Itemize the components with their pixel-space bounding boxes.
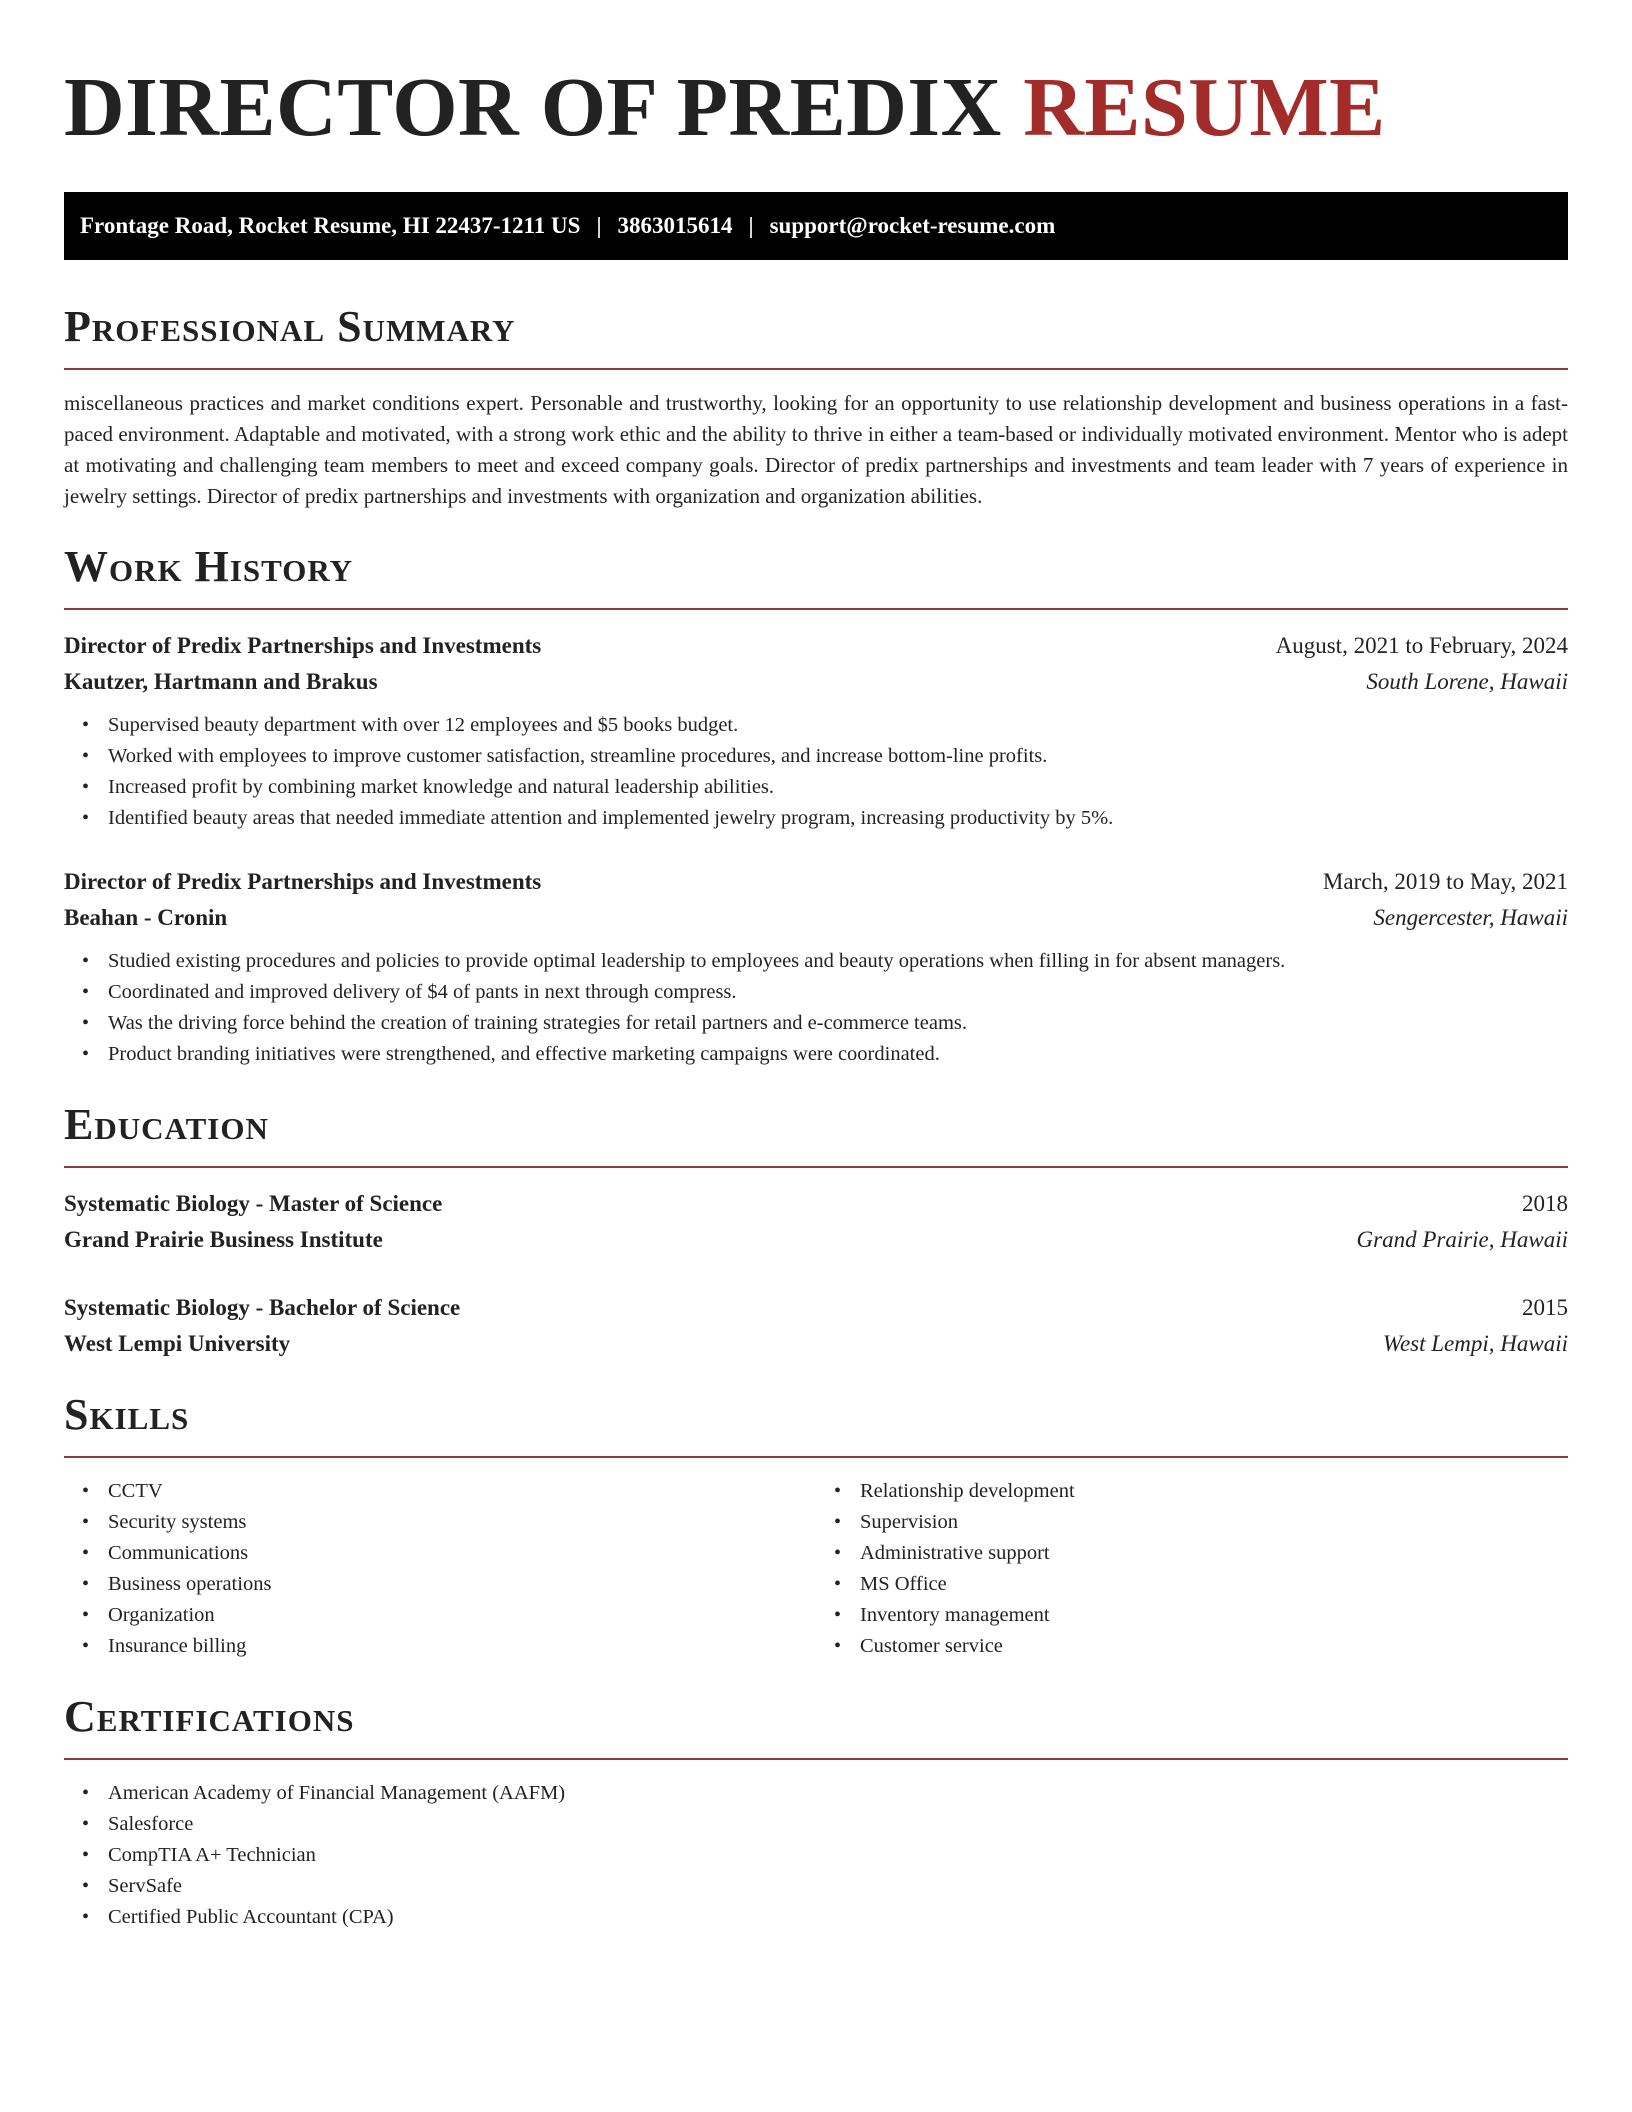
skill-item: • MS Office <box>860 1569 1568 1600</box>
section-divider <box>64 608 1568 610</box>
section-title-work-history: Work History <box>64 542 354 591</box>
contact-separator: | <box>748 213 754 238</box>
certification-item: • CompTIA A+ Technician <box>108 1840 1568 1871</box>
work-history-section <box>64 542 1568 1070</box>
skill-item: • CCTV <box>108 1476 816 1507</box>
certification-item: • Salesforce <box>108 1809 1568 1840</box>
education-school: Grand Prairie Business Institute <box>64 1227 383 1252</box>
skill-item: • Supervision <box>860 1507 1568 1538</box>
list-item: • Coordinated and improved delivery of $4 of pants in next through compress. <box>108 977 1568 1008</box>
certification-item: • Certified Public Accountant (CPA) <box>108 1902 1568 1933</box>
list-item: • Was the driving force behind the creation of training strategies for retail partners and e-commerce teams. <box>108 1008 1568 1039</box>
job-company: Kautzer, Hartmann and Brakus <box>64 669 378 694</box>
education-year: 2015 <box>1522 1295 1568 1320</box>
job-location: Sengercester, Hawaii <box>1373 905 1568 930</box>
skills-columns <box>64 1476 1568 1662</box>
education-degree-row <box>64 1186 1568 1222</box>
certifications-list <box>64 1778 1568 1933</box>
list-item: • Studied existing procedures and policies to provide optimal leadership to employees and beauty operations when filling in for absent managers. <box>108 946 1568 977</box>
education-school-row <box>64 1326 1568 1362</box>
education-entry <box>64 1290 1568 1362</box>
job-company-row <box>64 664 1568 700</box>
list-item: • Identified beauty areas that needed immediate attention and implemented jewelry program, increasing productivity by 5%. <box>108 803 1568 834</box>
job-entry <box>64 864 1568 1070</box>
job-company: Beahan - Cronin <box>64 905 228 930</box>
education-degree: Systematic Biology - Master of Science <box>64 1191 443 1216</box>
summary-text: miscellaneous practices and market conditions expert. Personable and trustworthy, looking for an opportunity to use relationship development and business operations in a fast-paced environment. Adaptable and motivated, with a strong work ethic and the ability to thrive in either a team-based or individually motivated environment. Mentor who is adept at motivating and challenging team members to meet and exceed company goals. Director of predix partnerships and investments and team leader with 7 years of experience in jewelry settings. Director of predix partnerships and investments with organization and organization abilities. <box>64 391 1568 508</box>
skills-section <box>64 1390 1568 1662</box>
contact-email: support@rocket-resume.com <box>769 213 1056 238</box>
contact-phone: 3863015614 <box>617 213 733 238</box>
job-header-row <box>64 628 1568 664</box>
job-company-row <box>64 900 1568 936</box>
list-item: • Increased profit by combining market knowledge and natural leadership abilities. <box>108 772 1568 803</box>
skill-item: • Security systems <box>108 1507 816 1538</box>
job-header-row <box>64 864 1568 900</box>
contact-bar <box>64 192 1568 260</box>
education-location: Grand Prairie, Hawaii <box>1356 1227 1568 1252</box>
section-title-education: Education <box>64 1100 269 1149</box>
section-divider <box>64 1456 1568 1458</box>
skill-item: • Communications <box>108 1538 816 1569</box>
education-section <box>64 1100 1568 1362</box>
list-item: • Worked with employees to improve customer satisfaction, streamline procedures, and increase bottom-line profits. <box>108 741 1568 772</box>
education-location: West Lempi, Hawaii <box>1382 1331 1568 1356</box>
job-bullets <box>64 710 1568 834</box>
job-dates: August, 2021 to February, 2024 <box>1275 633 1568 658</box>
list-item: • Supervised beauty department with over 12 employees and $5 books budget. <box>108 710 1568 741</box>
resume-title <box>64 56 1568 156</box>
title-main: DIRECTOR OF PREDIX <box>64 61 1002 154</box>
job-entry <box>64 628 1568 834</box>
skill-item: • Relationship development <box>860 1476 1568 1507</box>
education-school-row <box>64 1222 1568 1258</box>
certifications-section <box>64 1692 1568 1933</box>
job-role: Director of Predix Partnerships and Investments <box>64 869 542 894</box>
education-school: West Lempi University <box>64 1331 291 1356</box>
skills-list-left <box>64 1476 816 1662</box>
skill-item: • Inventory management <box>860 1600 1568 1631</box>
section-divider <box>64 1758 1568 1760</box>
job-dates: March, 2019 to May, 2021 <box>1322 869 1568 894</box>
certification-item: • ServSafe <box>108 1871 1568 1902</box>
title-accent: RESUME <box>1023 61 1386 154</box>
section-divider <box>64 368 1568 370</box>
skill-item: • Insurance billing <box>108 1631 816 1662</box>
education-entry <box>64 1186 1568 1258</box>
contact-address: Frontage Road, Rocket Resume, HI 22437-1211 US <box>80 213 581 238</box>
education-year: 2018 <box>1522 1191 1568 1216</box>
skill-item: • Business operations <box>108 1569 816 1600</box>
section-title-certifications: Certifications <box>64 1692 355 1741</box>
list-item: • Product branding initiatives were strengthened, and effective marketing campaigns were coordinated. <box>108 1039 1568 1070</box>
skill-item: • Administrative support <box>860 1538 1568 1569</box>
section-title-skills: Skills <box>64 1390 190 1439</box>
job-location: South Lorene, Hawaii <box>1366 669 1568 694</box>
section-divider <box>64 1166 1568 1168</box>
skills-list-right <box>816 1476 1568 1662</box>
skill-item: • Organization <box>108 1600 816 1631</box>
certification-item: • American Academy of Financial Management (AAFM) <box>108 1778 1568 1809</box>
summary-section <box>64 302 1568 512</box>
contact-separator: | <box>596 213 602 238</box>
section-title-summary: Professional Summary <box>64 302 516 351</box>
education-degree: Systematic Biology - Bachelor of Science <box>64 1295 461 1320</box>
education-degree-row <box>64 1290 1568 1326</box>
skill-item: • Customer service <box>860 1631 1568 1662</box>
job-role: Director of Predix Partnerships and Investments <box>64 633 542 658</box>
job-bullets <box>64 946 1568 1070</box>
